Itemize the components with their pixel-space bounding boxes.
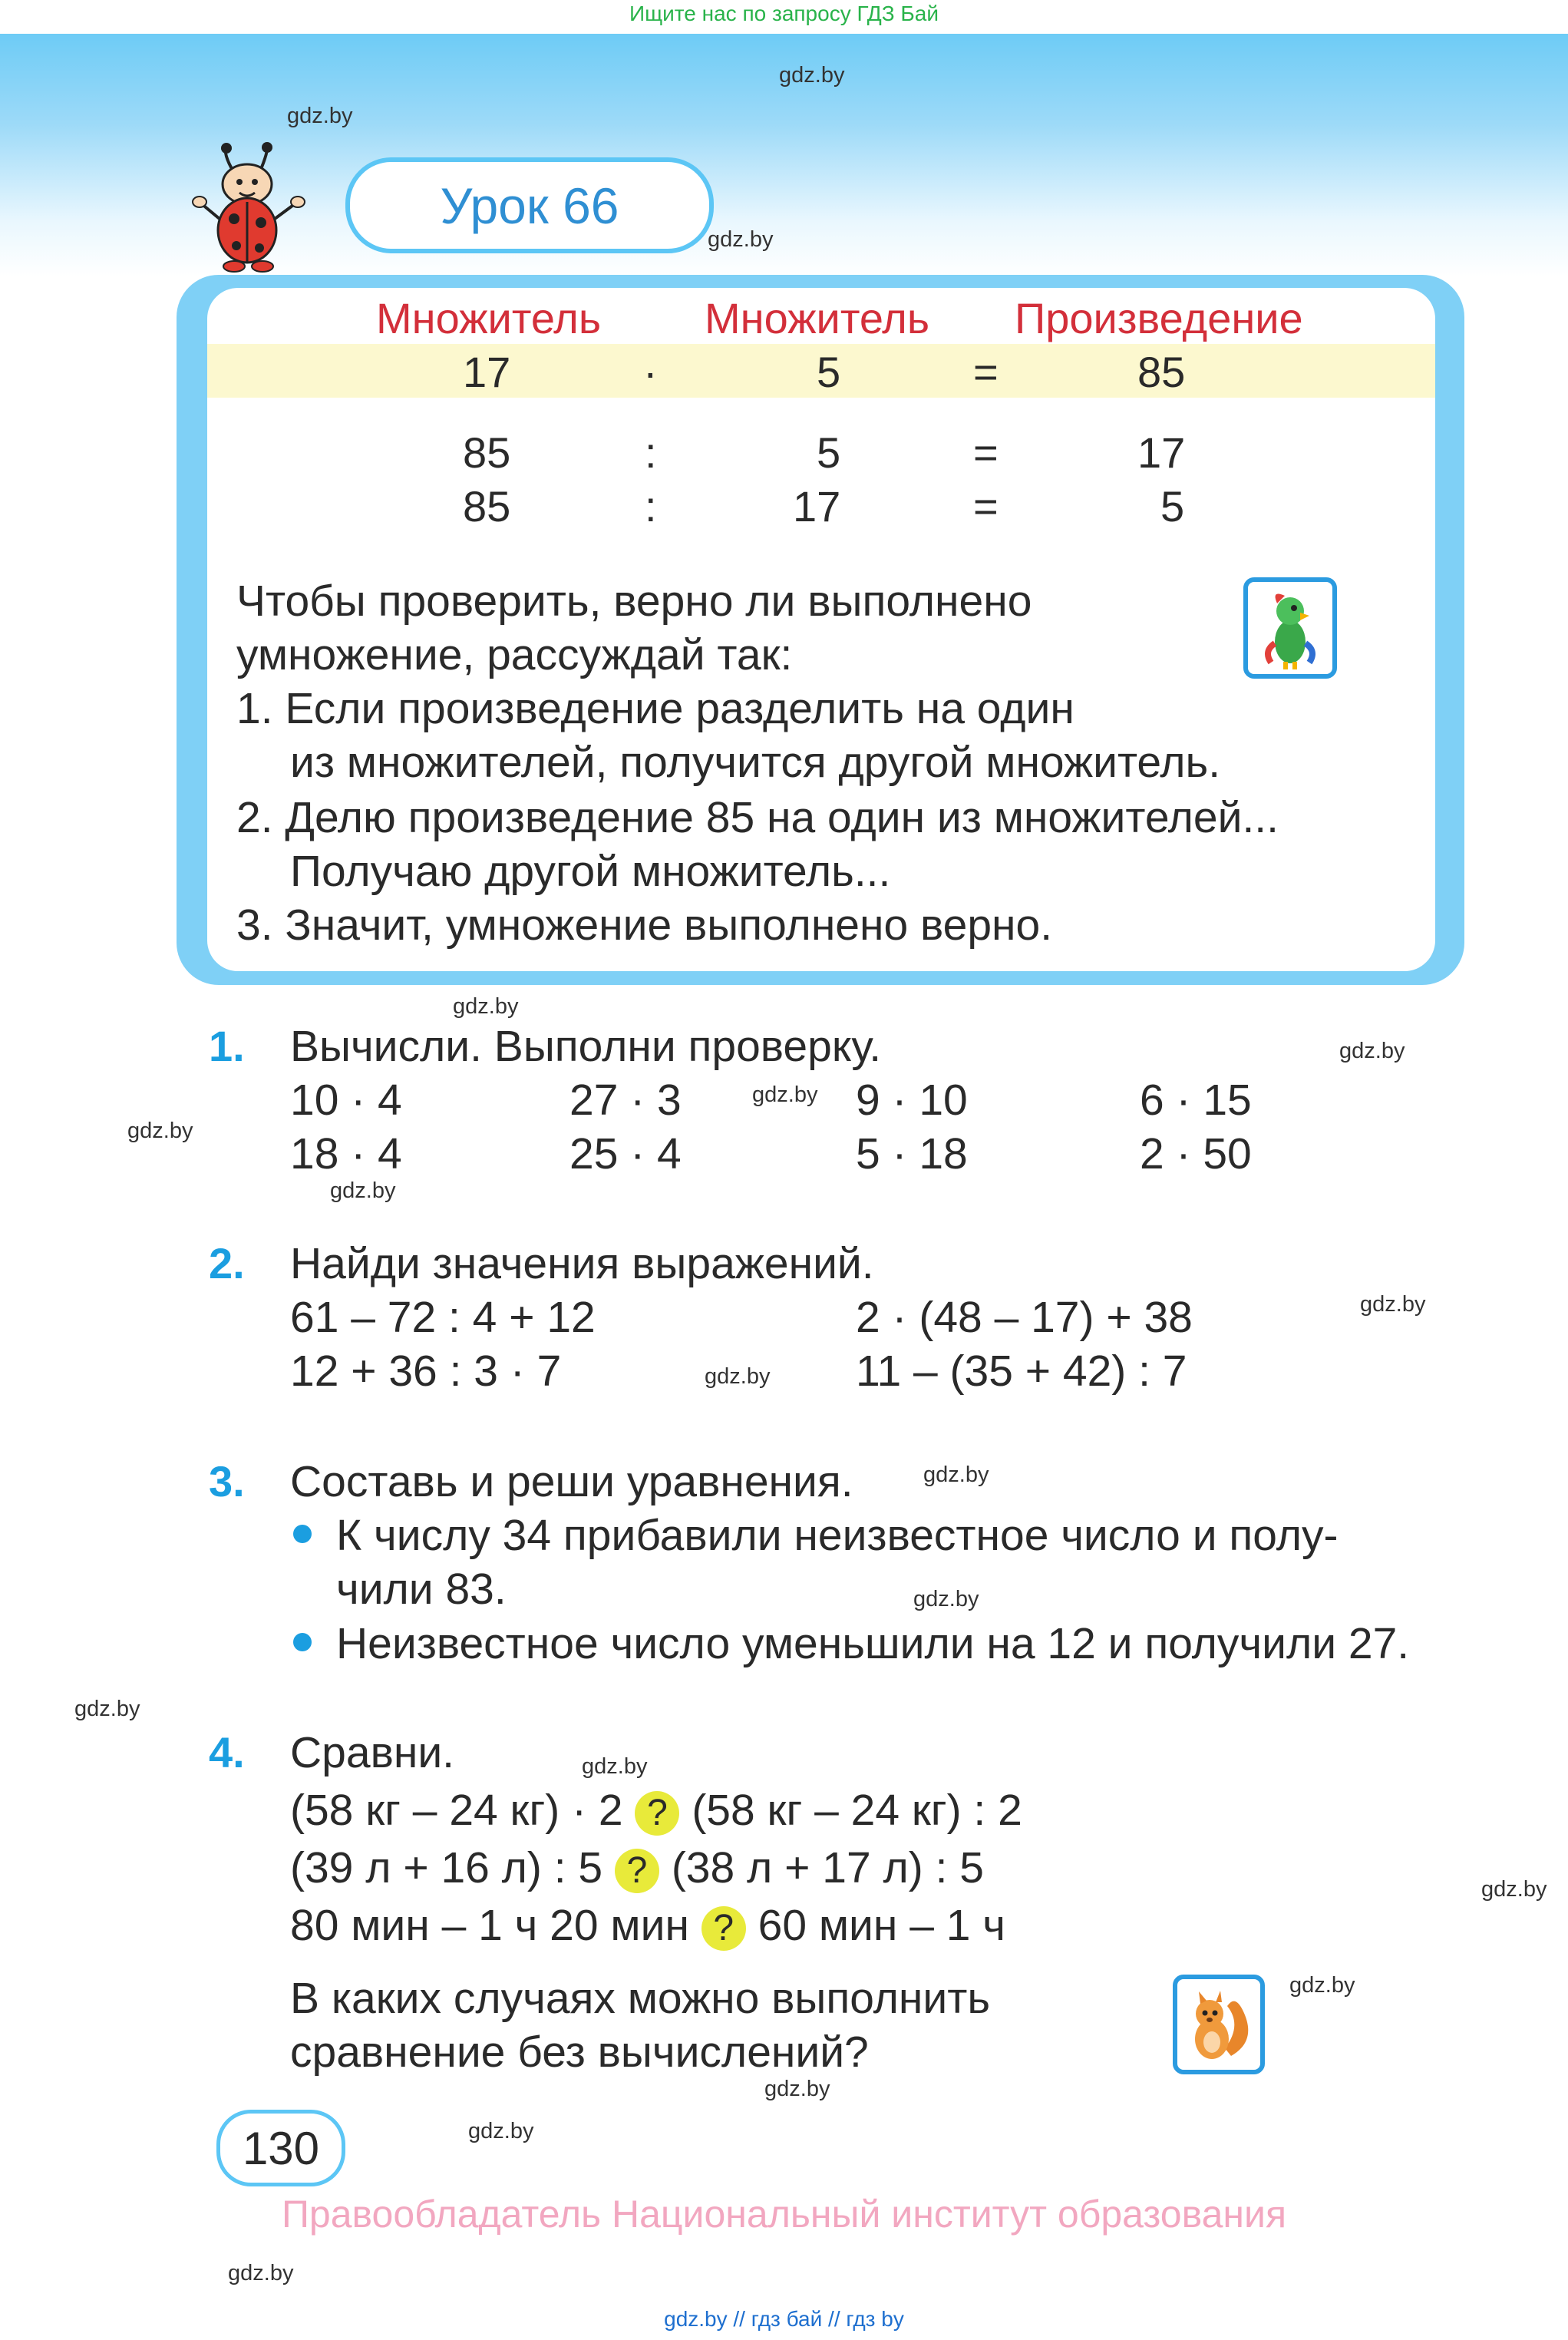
expression: 2 · 50: [1140, 1129, 1252, 1178]
watermark: gdz.by: [913, 1587, 979, 1611]
watermark: gdz.by: [779, 63, 845, 88]
compare-right: (38 л + 17 л) : 5: [671, 1843, 984, 1892]
header-product: Произведение: [1015, 294, 1303, 342]
expression: 9 · 10: [856, 1076, 968, 1125]
question-text: В каких случаях можно выполнить: [290, 1974, 991, 2023]
row2-c: 17: [1137, 428, 1186, 477]
watermark: gdz.by: [1481, 1877, 1547, 1902]
row3-c: 5: [1160, 482, 1185, 530]
watermark: gdz.by: [453, 994, 519, 1019]
watermark: gdz.by: [752, 1082, 818, 1107]
watermark: gdz.by: [1289, 1973, 1355, 1998]
equation-text: Неизвестное число уменьшили на 12 и получили 27.: [336, 1619, 1410, 1668]
watermark: gdz.by: [228, 2261, 294, 2285]
header-factor-1: Множитель: [376, 294, 601, 342]
expression: 5 · 18: [856, 1129, 968, 1178]
task-title: Вычисли. Выполни проверку.: [290, 1022, 882, 1071]
task-number: 1.: [209, 1022, 245, 1070]
row1-eq: =: [973, 348, 999, 396]
compare-row: [290, 1785, 1022, 1836]
compare-row: [290, 1843, 984, 1893]
compare-right: (58 кг – 24 кг) : 2: [692, 1786, 1022, 1835]
compare-row: [290, 1900, 1005, 1951]
copyright: Правообладатель Национальный институт образования: [281, 2193, 1287, 2236]
parrot-icon: [1243, 577, 1337, 679]
top-note[interactable]: Ищите нас по запросу ГДЗ Бай: [629, 2, 939, 25]
row3-a: 85: [463, 482, 511, 530]
compare-right: 60 мин – 1 ч: [758, 1901, 1005, 1950]
ladybug-icon: [192, 142, 307, 276]
row2-a: 85: [463, 428, 511, 477]
rule-line: 2. Делю произведение 85 на один из множителей...: [236, 793, 1279, 842]
compare-left: 80 мин – 1 ч 20 мин: [290, 1901, 689, 1950]
rule-line: Получаю другой множитель...: [290, 847, 891, 896]
row1-a: 17: [463, 348, 511, 396]
task-number: 2.: [209, 1239, 245, 1287]
watermark: gdz.by: [582, 1754, 648, 1779]
lesson-title: Урок 66: [345, 157, 714, 253]
rule-line: 1. Если произведение разделить на один: [236, 684, 1074, 733]
compare-question-mark: ?: [701, 1906, 746, 1951]
compare-question-mark: ?: [615, 1849, 659, 1893]
bullet-icon: [293, 1633, 312, 1651]
rule-line: умножение, рассуждай так:: [236, 630, 793, 679]
row3-b: 17: [793, 482, 841, 530]
expression: 10 · 4: [290, 1076, 402, 1125]
compare-left: (58 кг – 24 кг) · 2: [290, 1786, 623, 1835]
row1-c: 85: [1137, 348, 1186, 396]
header-factor-2: Множитель: [705, 294, 929, 342]
rule-line: Чтобы проверить, верно ли выполнено: [236, 577, 1032, 626]
watermark: gdz.by: [127, 1119, 193, 1143]
footer-links[interactable]: gdz.by // гдз бай // гдз by: [664, 2307, 904, 2331]
expression: 6 · 15: [1140, 1076, 1252, 1125]
task-number: 4.: [209, 1728, 245, 1776]
task-title: Найди значения выражений.: [290, 1239, 874, 1288]
watermark: gdz.by: [705, 1364, 771, 1389]
row3-op: :: [645, 482, 657, 530]
watermark: gdz.by: [74, 1697, 140, 1721]
watermark: gdz.by: [468, 2119, 534, 2143]
expression: 2 · (48 – 17) + 38: [856, 1293, 1193, 1342]
watermark: gdz.by: [708, 227, 774, 252]
watermark: gdz.by: [764, 2077, 830, 2101]
expression: 25 · 4: [569, 1129, 682, 1178]
row1-op: ·: [643, 348, 658, 396]
expression: 12 + 36 : 3 · 7: [290, 1347, 562, 1396]
rule-line: из множителей, получится другой множитель.: [290, 738, 1221, 787]
page-number: 130: [216, 2110, 345, 2186]
row1-b: 5: [817, 348, 841, 396]
equation-text: К числу 34 прибавили неизвестное число и полу-: [336, 1511, 1339, 1560]
expression: 11 – (35 + 42) : 7: [856, 1347, 1187, 1396]
expression: 27 · 3: [569, 1076, 682, 1125]
rule-line: 3. Значит, умножение выполнено верно.: [236, 901, 1053, 950]
task-number: 3.: [209, 1457, 245, 1505]
watermark: gdz.by: [330, 1178, 396, 1203]
watermark: gdz.by: [923, 1462, 989, 1487]
watermark: gdz.by: [1339, 1039, 1405, 1063]
row2-op: :: [645, 428, 657, 477]
bullet-icon: [293, 1525, 312, 1543]
task-title: Составь и реши уравнения.: [290, 1457, 853, 1506]
compare-question-mark: ?: [635, 1791, 679, 1836]
task-title: Сравни.: [290, 1728, 455, 1777]
equation-text: чили 83.: [336, 1565, 507, 1614]
expression: 61 – 72 : 4 + 12: [290, 1293, 596, 1342]
watermark: gdz.by: [1360, 1292, 1426, 1317]
row3-eq: =: [973, 482, 999, 530]
compare-left: (39 л + 16 л) : 5: [290, 1843, 603, 1892]
row2-b: 5: [817, 428, 841, 477]
squirrel-icon: [1173, 1975, 1265, 2074]
watermark: gdz.by: [287, 104, 353, 128]
row2-eq: =: [973, 428, 999, 477]
expression: 18 · 4: [290, 1129, 402, 1178]
question-text: сравнение без вычислений?: [290, 2028, 869, 2077]
